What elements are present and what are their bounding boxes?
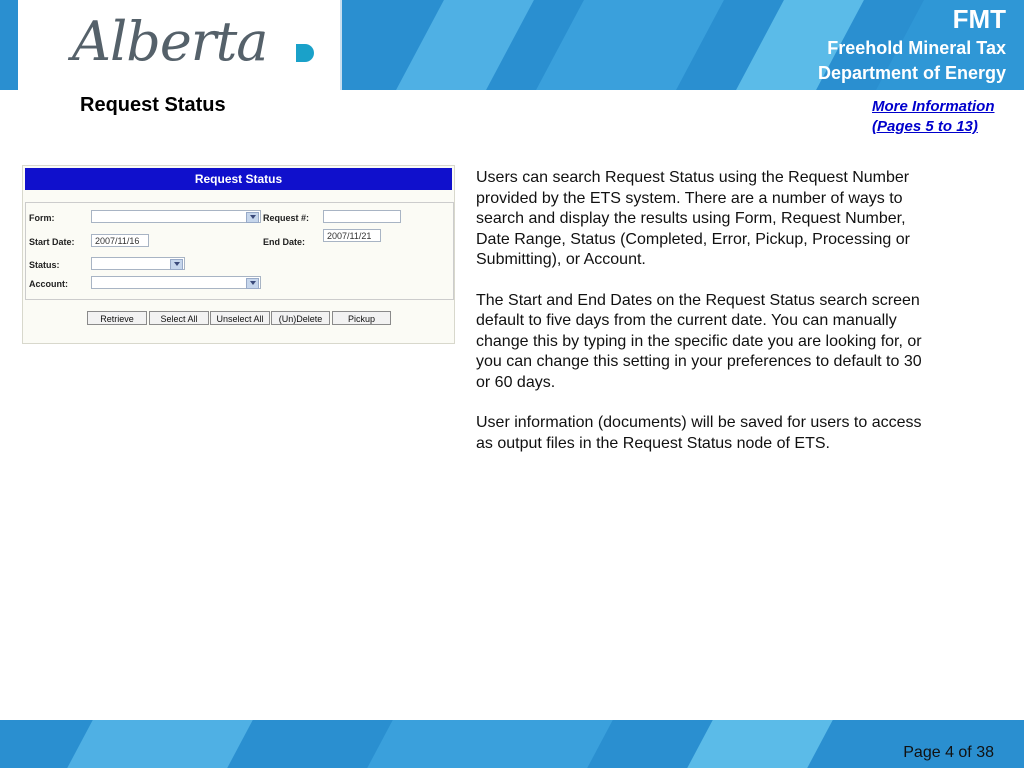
end-date-label: End Date: — [263, 237, 306, 247]
form-select[interactable] — [91, 210, 261, 223]
select-all-button[interactable]: Select All — [149, 311, 209, 325]
more-info-pages: (Pages 5 to 13) — [872, 118, 978, 135]
retrieve-button[interactable]: Retrieve — [87, 311, 147, 325]
footer-stripe — [687, 720, 833, 768]
unselect-all-button[interactable]: Unselect All — [210, 311, 270, 325]
undelete-button[interactable]: (Un)Delete — [271, 311, 330, 325]
start-date-label: Start Date: — [29, 237, 75, 247]
logo-wordmark: Alberta — [72, 10, 268, 73]
header-stripe — [536, 0, 724, 90]
start-date-input[interactable]: 2007/11/16 — [91, 234, 149, 247]
footer-stripe — [67, 720, 253, 768]
account-label: Account: — [29, 279, 68, 289]
chevron-down-icon — [246, 212, 259, 223]
chevron-down-icon — [170, 259, 183, 270]
more-info-line: More Information — [872, 98, 995, 115]
more-information-link[interactable] — [872, 97, 995, 137]
alberta-logo — [18, 0, 342, 90]
request-number-label: Request #: — [263, 213, 310, 223]
footer-stripe — [367, 720, 613, 768]
header-stripe — [396, 0, 534, 90]
header-subtitle: Freehold Mineral Tax — [827, 38, 1006, 58]
header-band — [0, 0, 1024, 90]
footer-band — [0, 720, 1024, 768]
pickup-button[interactable]: Pickup — [332, 311, 391, 325]
header-department: Department of Energy — [817, 63, 1006, 83]
page-title: Request Status — [80, 94, 226, 116]
end-date-input[interactable]: 2007/11/21 — [323, 229, 381, 242]
account-select[interactable] — [91, 276, 261, 289]
page-number: Page 4 of 38 — [903, 744, 994, 761]
form-title-bar: Request Status — [25, 168, 452, 190]
description-paragraph: Users can search Request Status using the Request Number provided by the ETS system. There are a number of ways to search and display the results using Form, Request Number, Date Range, Status (Completed, Error, Pickup, Processing or Submitting), or Account. — [476, 169, 910, 268]
status-label: Status: — [29, 260, 60, 270]
status-select[interactable] — [91, 257, 185, 270]
description-paragraph: User information (documents) will be saved for users to access as output files in the Request Status node of ETS. — [476, 414, 922, 452]
header-title: FMT — [952, 4, 1006, 34]
request-status-form-screenshot — [22, 165, 455, 344]
request-number-input[interactable] — [323, 210, 401, 223]
chevron-down-icon — [246, 278, 259, 289]
logo-accent-icon — [296, 44, 314, 62]
description-text — [476, 168, 922, 474]
form-label: Form: — [29, 213, 55, 223]
description-paragraph: The Start and End Dates on the Request Status search screen default to five days from the current date. You can manually change this by typing in the specific date you are looking for, or you can change this setting in your preferences to default to 30 or 60 days. — [476, 291, 922, 391]
